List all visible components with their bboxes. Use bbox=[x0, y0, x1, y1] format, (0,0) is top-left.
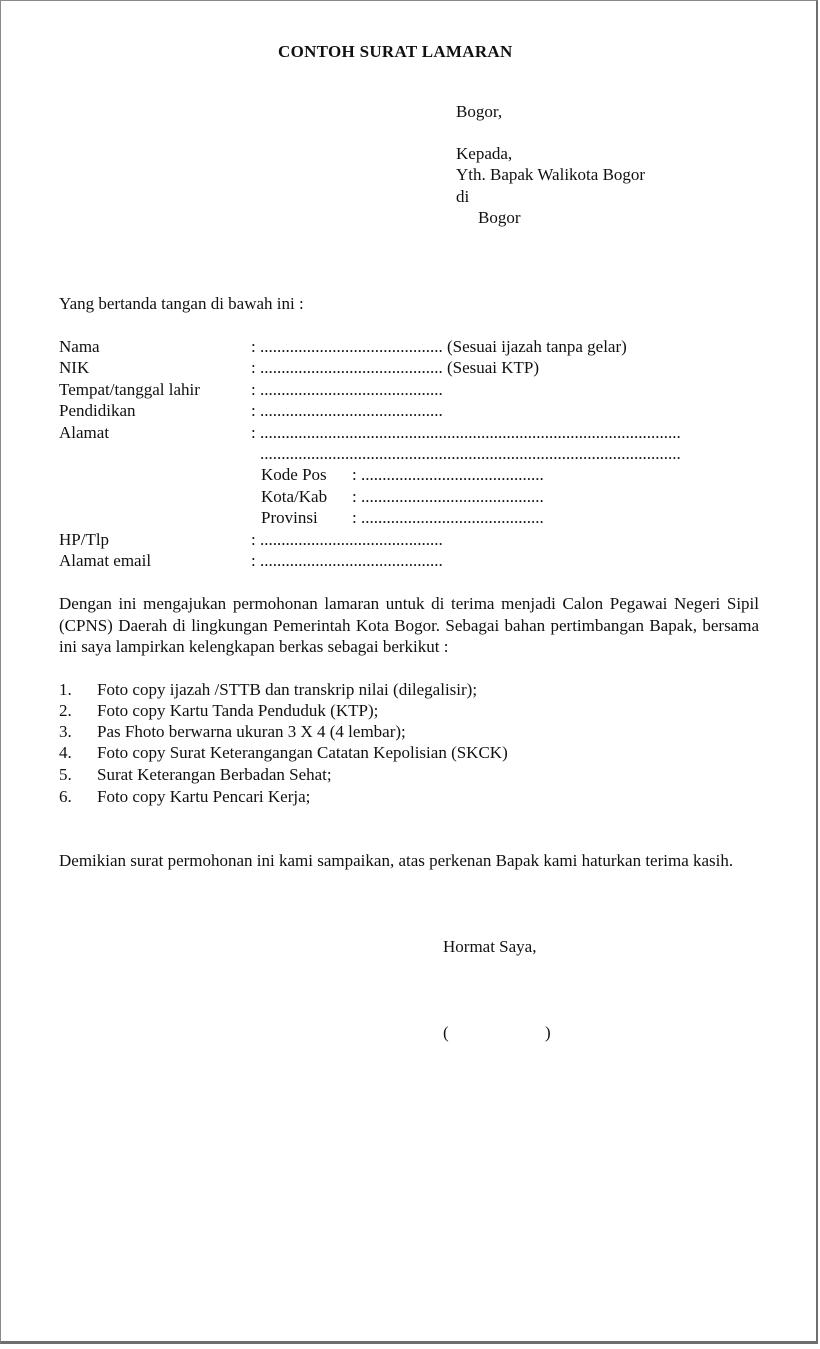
field-value-pendidikan: : ........................................... bbox=[251, 401, 443, 420]
field-value-kota: : ........................................... bbox=[352, 487, 544, 506]
field-value-hp: : ........................................... bbox=[251, 530, 443, 549]
field-label-nama: Nama bbox=[59, 337, 100, 356]
field-value-alamat-1: : ................................................................................................... bbox=[251, 423, 681, 442]
field-value-kodepos: : ........................................... bbox=[352, 465, 544, 484]
list-item: Surat Keterangan Berbadan Sehat; bbox=[97, 765, 332, 784]
signature-open-paren: ( bbox=[443, 1023, 449, 1042]
field-label-email: Alamat email bbox=[59, 551, 152, 570]
closing-paragraph: Demikian surat permohonan ini kami sampaikan, atas perkenan Bapak kami haturkan terima kasih. bbox=[59, 851, 734, 870]
field-label-kodepos: Kode Pos bbox=[261, 465, 327, 484]
list-item: Foto copy ijazah /STTB dan transkrip nilai (dilegalisir); bbox=[97, 680, 478, 699]
list-item: Pas Fhoto berwarna ukuran 3 X 4 (4 lembar); bbox=[97, 722, 406, 741]
field-label-provinsi: Provinsi bbox=[261, 508, 318, 527]
field-value-alamat-2: ................................................................................................... bbox=[260, 444, 681, 463]
list-item-number: 4. bbox=[59, 743, 72, 762]
page-title: CONTOH SURAT LAMARAN bbox=[278, 42, 513, 61]
field-value-nama: : ........................................... (Sesuai ijazah tanpa gelar) bbox=[251, 337, 627, 356]
list-item-number: 1. bbox=[59, 680, 72, 699]
list-item: Foto copy Kartu Pencari Kerja; bbox=[97, 787, 311, 806]
list-item-number: 6. bbox=[59, 787, 72, 806]
field-value-nik: : ........................................... (Sesuai KTP) bbox=[251, 358, 540, 377]
list-item-number: 3. bbox=[59, 722, 72, 741]
intro-line: Yang bertanda tangan di bawah ini : bbox=[59, 294, 304, 313]
field-value-ttl: : ........................................... bbox=[251, 380, 443, 399]
field-label-ttl: Tempat/tanggal lahir bbox=[59, 380, 200, 399]
body-paragraph: Dengan ini mengajukan permohonan lamaran untuk di terima menjadi Calon Pegawai Negeri Sipil (CPNS) Daerah di lingkungan Pemerintah Kota Bogor. Sebagai bahan pertimbangan Bapak, bersama ini saya lampirkan kelengkapan berkas sebagai berkikut : bbox=[59, 594, 759, 656]
list-item: Foto copy Surat Keterangangan Catatan Kepolisian (SKCK) bbox=[97, 743, 508, 762]
list-item-number: 2. bbox=[59, 701, 72, 720]
list-item: Foto copy Kartu Tanda Penduduk (KTP); bbox=[97, 701, 379, 720]
recipient-name: Yth. Bapak Walikota Bogor bbox=[456, 165, 646, 184]
field-label-pendidikan: Pendidikan bbox=[59, 401, 136, 420]
field-value-email: : ........................................... bbox=[251, 551, 443, 570]
field-label-hp: HP/Tlp bbox=[59, 530, 110, 549]
recipient-di: di bbox=[456, 187, 470, 206]
list-item-number: 5. bbox=[59, 765, 72, 784]
signature-close-paren: ) bbox=[545, 1023, 551, 1042]
recipient-city: Bogor bbox=[478, 208, 521, 227]
field-value-provinsi: : ........................................... bbox=[352, 508, 544, 527]
field-label-nik: NIK bbox=[59, 358, 90, 377]
recipient-greeting: Kepada, bbox=[456, 144, 513, 163]
signoff: Hormat Saya, bbox=[443, 937, 537, 956]
place-date: Bogor, bbox=[456, 102, 503, 121]
field-label-alamat: Alamat bbox=[59, 423, 110, 442]
field-label-kota: Kota/Kab bbox=[261, 487, 328, 506]
